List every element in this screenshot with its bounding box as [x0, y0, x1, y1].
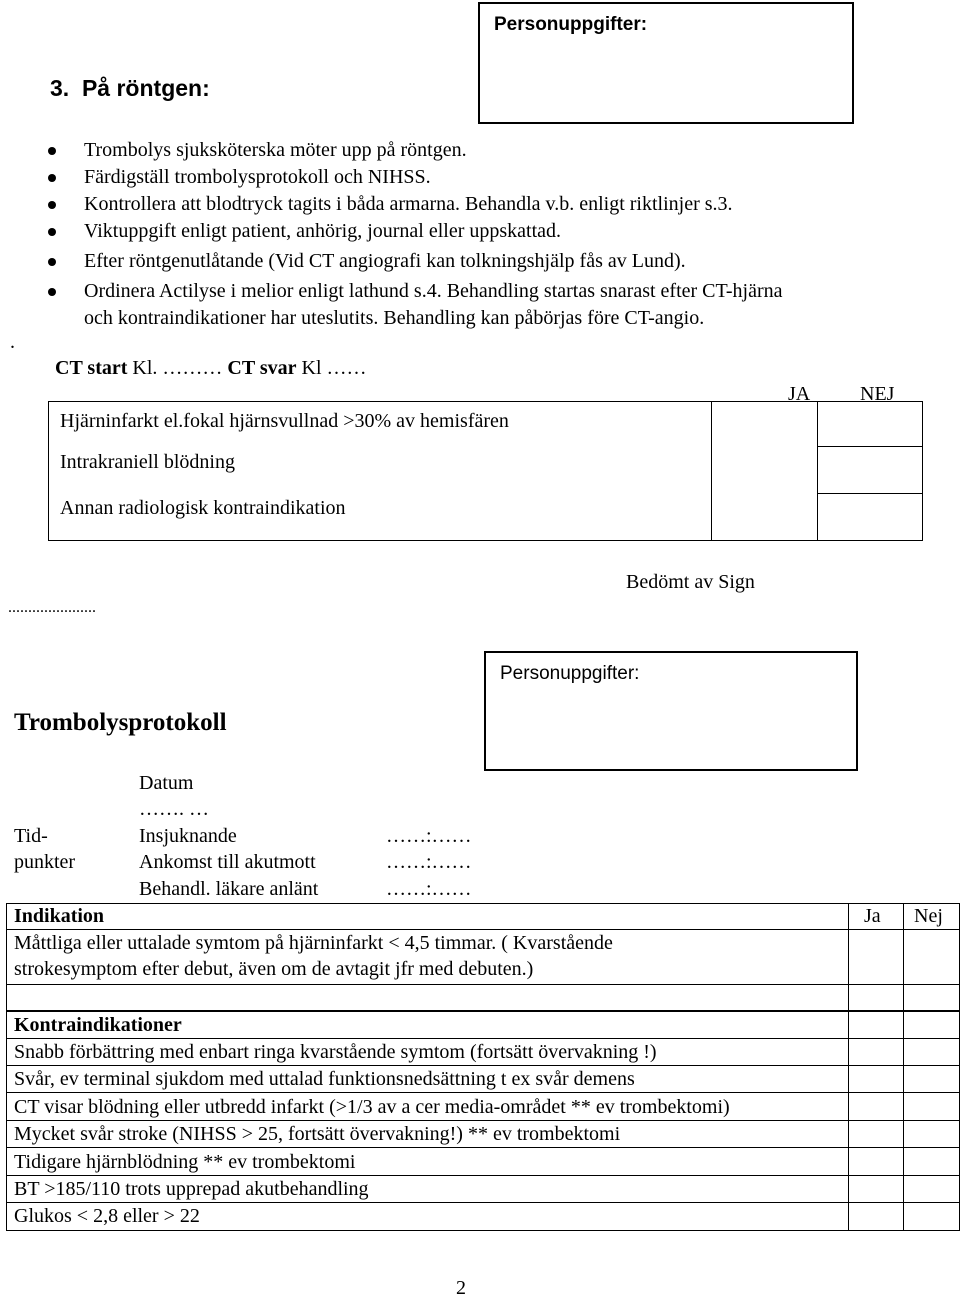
indication-heading: Indikation	[14, 905, 105, 927]
bullet-icon	[48, 258, 56, 266]
bullet-icon	[48, 228, 56, 236]
list-item-continuation: och kontraindikationer har uteslutits. Behandling kan påbörjas före CT-angio.	[84, 307, 705, 329]
ct-start-label: CT start	[55, 357, 128, 379]
bullet-icon	[48, 174, 56, 182]
tidpunkter-label-1: Tid-	[14, 825, 48, 847]
time-label-arrival: Ankomst till akutmott	[139, 851, 316, 873]
ct-svar-label: CT svar	[227, 357, 297, 379]
contraindication-item: Svår, ev terminal sjukdom med uttalad funktionsnedsättning t ex svår demens	[14, 1068, 635, 1090]
personal-info-box-bottom	[484, 651, 858, 771]
contraindication-item: BT >185/110 trots upprepad akutbehandling	[14, 1178, 369, 1200]
time-value-physician: ……:……	[386, 878, 472, 900]
nej-header: NEJ	[860, 383, 895, 405]
contraindication-item: CT visar blödning eller utbredd infarkt (>1/3 av a cer media-området ** ev trombektomi)	[14, 1096, 730, 1118]
personal-info-label: Personuppgifter:	[494, 14, 648, 35]
section-heading: 3. På röntgen:	[50, 75, 210, 101]
time-value-onset: ……:……	[386, 825, 472, 847]
page-number: 2	[456, 1277, 466, 1299]
indication-nej-header: Nej	[914, 905, 943, 927]
contraindication-item: Snabb förbättring med enbart ringa kvarstående symtom (fortsätt övervakning !)	[14, 1041, 657, 1063]
indication-text-line1: Måttliga eller uttalade symtom på hjärninfarkt < 4,5 timmar. ( Kvarstående	[14, 932, 613, 954]
ja-header: JA	[788, 383, 811, 405]
signature-line: ......................	[8, 599, 96, 616]
tidpunkter-label-2: punkter	[14, 851, 76, 873]
time-value-arrival: ……:……	[386, 851, 472, 873]
bullet-icon	[48, 201, 56, 209]
indication-header-row	[6, 903, 960, 930]
assessed-by-label: Bedömt av Sign	[626, 571, 755, 593]
ct-start-value: Kl. ………	[127, 357, 228, 379]
protocol-title: Trombolysprotokoll	[14, 709, 227, 736]
time-label-physician: Behandl. läkare anlänt	[139, 878, 319, 900]
indication-ja-header: Ja	[864, 905, 881, 927]
ct-row-infarct: Hjärninfarkt el.fokal hjärnsvullnad >30% av hemisfären	[60, 410, 509, 432]
bullet-icon	[48, 147, 56, 155]
indication-blank-row	[6, 984, 960, 1011]
ct-table-ja-column	[711, 401, 818, 541]
contraindication-item: Tidigare hjärnblödning ** ev trombektomi	[14, 1151, 356, 1173]
contraindications-heading: Kontraindikationer	[14, 1014, 182, 1036]
ct-times-line	[55, 356, 367, 380]
datum-value: ……. …	[139, 798, 209, 820]
indication-text-line2: strokesymptom efter debut, även om de avtagit jfr med debuten.)	[14, 958, 534, 980]
ct-svar-value: Kl ……	[296, 357, 367, 379]
bullet-icon	[48, 288, 56, 296]
datum-label: Datum	[139, 772, 194, 794]
time-label-onset: Insjuknande	[139, 825, 237, 847]
contraindication-item: Mycket svår stroke (NIHSS > 25, fortsätt övervakning!) ** ev trombektomi	[14, 1123, 621, 1145]
contraindication-item: Glukos < 2,8 eller > 22	[14, 1205, 200, 1227]
ct-table-row-sep	[818, 401, 923, 447]
ct-row-other: Annan radiologisk kontraindikation	[60, 497, 346, 519]
personal-info-label: Personuppgifter:	[500, 663, 640, 684]
dot-marker: .	[10, 331, 15, 353]
personal-info-box-top	[478, 2, 854, 124]
ct-table-row-sep	[818, 446, 923, 494]
ct-row-bleeding: Intrakraniell blödning	[60, 451, 235, 473]
